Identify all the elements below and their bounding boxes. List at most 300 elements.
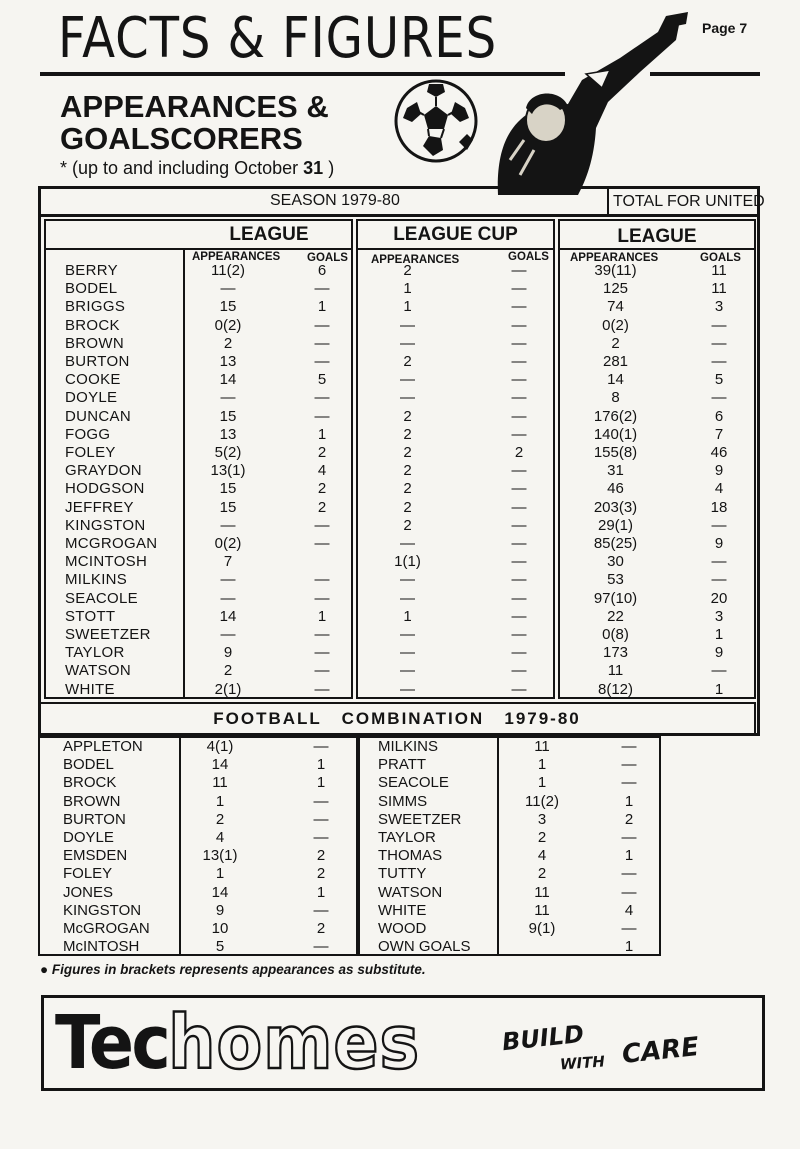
combination-row <box>0 884 800 902</box>
cell-name: COOKE <box>65 371 121 389</box>
combination-row <box>0 847 800 865</box>
cell-tot-goals: 3 <box>714 607 724 625</box>
cell-name: JEFFREY <box>65 498 134 516</box>
football-icon <box>393 78 479 164</box>
cell-cup-app: 2 <box>403 462 412 480</box>
combination-cell-name: EMSDEN <box>63 847 128 865</box>
cell-tot-app: 203(3) <box>593 498 638 516</box>
combination-title: FOOTBALL COMBINATION 1979-80 <box>213 709 581 728</box>
cell-tot-app: 85(25) <box>593 535 638 552</box>
cell-lg-app: — <box>220 626 236 643</box>
cell-name: WATSON <box>65 662 131 680</box>
combination-row <box>0 738 800 756</box>
cell-tot-goals: 20 <box>710 589 728 607</box>
combination-cell-goals: 4 <box>624 901 634 919</box>
table-row <box>0 444 800 462</box>
cell-tot-app: 281 <box>602 353 629 370</box>
table-row <box>0 262 800 280</box>
page-title: FACTS & FIGURES <box>58 6 498 71</box>
cell-tot-goals: — <box>711 662 727 680</box>
cell-tot-app: 0(2) <box>602 316 629 334</box>
cell-cup-app: — <box>400 535 415 552</box>
cell-name: WHITE <box>65 680 115 698</box>
table-row <box>0 535 800 553</box>
combination-cell-goals: 1 <box>316 774 326 792</box>
combination-cell-name: PRATT <box>378 756 427 774</box>
combination-cell-goals: — <box>621 920 637 937</box>
total-header-rule <box>558 248 756 250</box>
combination-cell-name: WOOD <box>378 920 427 937</box>
combination-cell-name: SWEETZER <box>378 810 462 828</box>
combination-cell-app: 11 <box>534 901 550 919</box>
cell-lg-goals: — <box>314 662 330 680</box>
combination-cell-app: 2 <box>537 865 547 883</box>
combination-cell-name: OWN GOALS <box>378 938 471 956</box>
cell-lg-app: 13 <box>219 353 237 370</box>
combination-cell-goals: 1 <box>316 756 326 774</box>
cell-tot-goals: 1 <box>714 680 724 698</box>
cell-tot-goals: 11 <box>711 262 727 279</box>
cell-lg-goals: — <box>314 280 330 298</box>
cell-lg-app: 14 <box>219 607 237 625</box>
combination-cell-app: 11(2) <box>525 792 559 810</box>
cell-cup-goals: — <box>511 407 527 425</box>
cell-cup-goals: — <box>511 353 527 370</box>
cell-cup-goals: — <box>511 280 527 298</box>
cup-goals-header: GOALS <box>508 251 549 263</box>
cell-tot-goals: 9 <box>714 644 724 662</box>
combination-cell-goals: — <box>313 738 329 755</box>
table-row <box>0 644 800 662</box>
combination-cell-name: WATSON <box>378 883 443 901</box>
slogan-with: WITH <box>559 1052 606 1074</box>
cell-name: BRIGGS <box>65 298 126 316</box>
cell-lg-app: 13 <box>219 425 237 443</box>
total-appearances-header: APPEARANCES <box>570 252 659 264</box>
table-row <box>0 590 800 608</box>
cell-tot-goals: 6 <box>714 407 724 425</box>
cell-tot-goals: — <box>711 353 727 370</box>
cell-lg-app: 14 <box>219 371 237 389</box>
league-appearances-header: APPEARANCES <box>192 251 281 263</box>
combination-cell-goals: — <box>621 829 637 846</box>
cell-cup-goals: 2 <box>514 444 524 461</box>
cell-name: STOTT <box>65 607 116 625</box>
total-goals-header: GOALS <box>700 252 741 264</box>
cell-name: HODGSON <box>65 480 145 498</box>
cell-lg-app: 7 <box>223 553 233 571</box>
combination-cell-name: KINGSTON <box>63 901 142 919</box>
cell-cup-app: — <box>400 371 415 389</box>
combination-cell-goals: — <box>313 792 329 810</box>
cell-tot-app: 155(8) <box>593 444 638 461</box>
cell-name: DOYLE <box>65 389 118 407</box>
title-rule <box>40 72 565 76</box>
cell-tot-goals: 1 <box>714 626 724 643</box>
combination-cell-app: 14 <box>211 756 229 774</box>
combination-cell-goals: 1 <box>316 883 326 901</box>
cell-name: MCINTOSH <box>65 553 148 571</box>
cell-lg-goals: — <box>314 626 330 643</box>
cell-tot-app: 11 <box>607 662 624 680</box>
table-row <box>0 317 800 335</box>
league-heading: LEAGUE <box>229 224 309 245</box>
cell-cup-app: 2 <box>403 516 412 534</box>
cell-tot-app: 31 <box>607 462 624 480</box>
cell-cup-app: 1(1) <box>394 553 421 571</box>
combination-cell-app: 13(1) <box>202 847 238 865</box>
cell-tot-app: 30 <box>607 553 624 571</box>
combination-cell-goals: 2 <box>624 810 634 828</box>
cell-lg-goals: — <box>314 589 330 607</box>
combination-cell-goals: 1 <box>624 847 634 865</box>
cell-name: KINGSTON <box>65 516 146 534</box>
cell-tot-goals: 9 <box>714 462 724 480</box>
table-row <box>0 480 800 498</box>
table-row <box>0 462 800 480</box>
cell-cup-app: — <box>400 589 415 607</box>
cell-cup-goals: — <box>511 644 527 662</box>
combination-cell-goals: — <box>313 901 329 919</box>
cell-tot-goals: — <box>711 571 727 589</box>
cell-tot-app: 22 <box>607 607 624 625</box>
cell-cup-app: 1 <box>403 607 412 625</box>
cell-tot-app: 53 <box>607 571 624 589</box>
cell-lg-goals: — <box>314 644 330 662</box>
cell-tot-goals: 3 <box>714 298 724 316</box>
cell-lg-goals: 4 <box>317 462 327 480</box>
combination-cell-goals: 2 <box>316 920 326 937</box>
slogan-build: BUILD <box>500 1019 586 1057</box>
total-label-divider <box>607 188 609 215</box>
table-row <box>0 608 800 626</box>
cell-cup-goals: — <box>511 662 527 680</box>
cell-lg-goals: 2 <box>317 480 327 498</box>
table-row <box>0 426 800 444</box>
combination-cell-goals: — <box>621 883 637 901</box>
table-row <box>0 298 800 316</box>
cell-lg-app: — <box>220 389 236 407</box>
combination-row <box>0 811 800 829</box>
combination-cell-name: BODEL <box>63 756 114 774</box>
cell-cup-app: — <box>400 316 415 334</box>
combination-row <box>0 756 800 774</box>
cup-appearances-header: APPEARANCES <box>371 254 460 266</box>
cell-lg-app: — <box>220 571 236 589</box>
cell-cup-app: — <box>400 389 415 407</box>
cell-lg-goals: 1 <box>317 425 327 443</box>
bullet-icon: ● <box>40 962 49 977</box>
combination-cell-app: 11 <box>534 738 550 755</box>
combination-cell-app: 14 <box>211 883 229 901</box>
combination-cell-app: 9(1) <box>528 920 556 937</box>
combination-cell-app: 11 <box>534 883 550 901</box>
cell-tot-app: 8(12) <box>597 680 634 698</box>
cell-lg-goals: — <box>314 407 330 425</box>
cell-cup-app: — <box>400 644 415 662</box>
cell-tot-app: 2 <box>611 334 620 352</box>
combination-cell-app: 4 <box>215 829 225 846</box>
cell-tot-goals: 46 <box>710 444 728 461</box>
combination-cell-goals: — <box>313 829 329 846</box>
cell-lg-goals: 2 <box>317 498 327 516</box>
logo-tec: Tec <box>55 1000 169 1086</box>
cell-name: SEACOLE <box>65 589 138 607</box>
cell-lg-app: 15 <box>219 480 237 498</box>
league-goals-header: GOALS <box>307 252 348 264</box>
cell-cup-goals: — <box>511 626 527 643</box>
combination-row <box>0 774 800 792</box>
cell-cup-goals: — <box>511 589 527 607</box>
cell-tot-goals: 18 <box>710 498 728 516</box>
cell-lg-goals: — <box>314 334 330 352</box>
cup-heading: LEAGUE CUP <box>393 224 518 245</box>
cell-tot-goals: 5 <box>714 371 724 389</box>
cell-lg-app: — <box>220 280 236 298</box>
cell-tot-app: 97(10) <box>593 589 638 607</box>
cell-name: FOLEY <box>65 444 116 461</box>
combination-cell-goals: — <box>621 756 637 774</box>
table-row <box>0 353 800 371</box>
combination-cell-name: McINTOSH <box>63 938 140 956</box>
table-row <box>0 571 800 589</box>
cell-cup-goals: — <box>511 298 527 316</box>
combination-cell-goals: — <box>621 774 637 792</box>
cell-cup-app: 2 <box>403 425 412 443</box>
table-row <box>0 389 800 407</box>
cell-cup-app: — <box>400 626 415 643</box>
cell-cup-goals: — <box>511 389 527 407</box>
combination-cell-goals: — <box>313 938 329 956</box>
cell-tot-app: 39(11) <box>594 262 637 279</box>
cell-lg-goals: 1 <box>317 298 327 316</box>
subtitle-line1: APPEARANCES & <box>60 89 329 124</box>
subtitle-line2: GOALSCORERS <box>60 121 303 156</box>
cell-cup-app: 1 <box>403 280 412 298</box>
cell-cup-app: 1 <box>403 298 412 316</box>
combination-cell-goals: 2 <box>316 847 326 865</box>
cell-lg-app: 5(2) <box>214 444 242 461</box>
cell-cup-goals: — <box>511 680 527 698</box>
combination-cell-app: 5 <box>215 938 225 956</box>
cell-tot-goals: — <box>711 389 727 407</box>
combination-cell-app: 11 <box>212 774 228 792</box>
date-note <box>60 158 334 179</box>
cell-tot-goals: — <box>711 553 727 571</box>
table-row <box>0 517 800 535</box>
slogan-care: CARE <box>620 1032 701 1070</box>
date-note-prefix: * (up to and including October <box>60 158 304 178</box>
cell-cup-goals: — <box>511 571 527 589</box>
cell-lg-goals: — <box>314 680 330 698</box>
cell-lg-app: 15 <box>219 498 237 516</box>
cell-cup-goals: — <box>511 553 527 571</box>
cell-lg-goals: — <box>314 535 330 552</box>
cell-cup-app: 2 <box>403 498 412 516</box>
table-row <box>0 280 800 298</box>
cell-lg-goals: — <box>314 353 330 370</box>
cell-lg-goals: — <box>314 516 330 534</box>
cell-tot-goals: — <box>711 316 727 334</box>
table-row <box>0 626 800 644</box>
footnote-text: Figures in brackets represents appearances as substitute. <box>51 962 426 977</box>
combination-cell-app: 4(1) <box>206 738 234 755</box>
cell-tot-goals: 4 <box>714 480 724 498</box>
combination-cell-app: 1 <box>537 756 547 774</box>
combination-cell-name: TUTTY <box>378 865 427 883</box>
cell-lg-goals: — <box>314 571 330 589</box>
cup-header-rule <box>356 248 555 250</box>
combination-cell-name: THOMAS <box>378 847 443 865</box>
cell-name: SWEETZER <box>65 626 151 643</box>
date-note-day: 31 <box>303 158 324 178</box>
table-row <box>0 553 800 571</box>
combination-cell-name: FOLEY <box>63 865 113 883</box>
table-row <box>0 499 800 517</box>
combination-cell-app: 1 <box>537 774 547 792</box>
combination-cell-app: 2 <box>215 810 225 828</box>
total-league-heading: LEAGUE <box>617 226 697 247</box>
cell-tot-app: 14 <box>607 371 624 389</box>
season-label: SEASON 1979-80 <box>270 192 400 209</box>
cell-name: BURTON <box>65 353 130 370</box>
combination-row <box>0 829 800 847</box>
cell-cup-app: 2 <box>403 407 412 425</box>
cell-cup-goals: — <box>511 316 527 334</box>
cell-cup-app: — <box>400 662 415 680</box>
cell-lg-goals: 1 <box>317 607 327 625</box>
cell-name: TAYLOR <box>65 644 125 662</box>
cell-cup-goals: — <box>511 462 527 480</box>
combination-cell-app: 1 <box>215 865 225 883</box>
cell-name: MILKINS <box>65 571 128 589</box>
cell-cup-goals: — <box>511 516 527 534</box>
combination-cell-name: WHITE <box>378 901 427 919</box>
cell-lg-goals: 2 <box>317 444 327 461</box>
cell-tot-goals: — <box>711 516 727 534</box>
table-row <box>0 408 800 426</box>
cell-lg-app: 11(2) <box>211 262 245 279</box>
cell-lg-goals: — <box>314 316 330 334</box>
cell-lg-app: 0(2) <box>214 535 242 552</box>
total-label: TOTAL FOR UNITED <box>613 193 765 210</box>
cell-cup-app: — <box>400 334 415 352</box>
footnote <box>40 962 426 977</box>
combination-cell-goals: — <box>313 810 329 828</box>
page-number: Page 7 <box>702 20 748 36</box>
cell-lg-goals: 5 <box>317 371 327 389</box>
combination-cell-name: APPLETON <box>63 738 143 755</box>
combination-cell-goals: — <box>621 738 637 755</box>
cell-cup-goals: — <box>511 425 527 443</box>
cell-tot-app: 46 <box>607 480 624 498</box>
cell-cup-app: 2 <box>403 444 412 461</box>
cell-tot-goals: — <box>711 334 727 352</box>
cell-lg-app: — <box>220 516 236 534</box>
cell-tot-goals: 7 <box>714 425 724 443</box>
cell-name: DUNCAN <box>65 407 131 425</box>
cell-tot-goals: 9 <box>714 535 724 552</box>
combination-row <box>0 865 800 883</box>
combination-row <box>0 793 800 811</box>
cell-tot-app: 74 <box>607 298 624 316</box>
combination-cell-goals: 1 <box>624 938 634 956</box>
cell-name: BROWN <box>65 334 124 352</box>
cell-cup-app: 2 <box>403 262 412 279</box>
cell-lg-app: 15 <box>219 298 237 316</box>
cell-cup-goals: — <box>511 334 527 352</box>
cell-tot-goals: 11 <box>711 280 727 298</box>
combination-cell-name: SIMMS <box>378 792 428 810</box>
cell-cup-app: — <box>400 680 415 698</box>
cell-cup-goals: — <box>511 480 527 498</box>
cell-tot-app: 8 <box>611 389 620 407</box>
combination-cell-goals: 2 <box>316 865 326 883</box>
combination-cell-name: McGROGAN <box>63 920 150 937</box>
cell-tot-app: 140(1) <box>593 425 638 443</box>
table-row <box>0 371 800 389</box>
cell-tot-app: 125 <box>602 280 629 298</box>
league-header-rule <box>44 248 353 250</box>
cell-name: GRAYDON <box>65 462 142 480</box>
cell-lg-app: 0(2) <box>214 316 242 334</box>
cell-cup-goals: — <box>511 262 527 279</box>
combination-cell-name: JONES <box>63 883 114 901</box>
logo-homes: homes <box>168 1000 421 1086</box>
techomes-logo <box>55 1000 420 1086</box>
cell-lg-app: 2 <box>223 334 233 352</box>
cell-name: FOGG <box>65 425 111 443</box>
cell-cup-goals: — <box>511 535 527 552</box>
cell-cup-goals: — <box>511 498 527 516</box>
combination-cell-name: DOYLE <box>63 829 114 846</box>
cell-lg-app: 13(1) <box>210 462 246 480</box>
combination-cell-app: 3 <box>537 810 547 828</box>
combination-cell-app: 2 <box>537 829 547 846</box>
combination-cell-name: SEACOLE <box>378 774 449 792</box>
cell-tot-app: 29(1) <box>597 516 634 534</box>
cell-lg-app: 9 <box>223 644 233 662</box>
combination-cell-goals: — <box>621 865 637 883</box>
cell-tot-app: 176(2) <box>593 407 638 425</box>
cell-name: BODEL <box>65 280 118 298</box>
combination-cell-app: 10 <box>211 920 229 937</box>
season-header-rule <box>38 214 760 217</box>
combination-row <box>0 920 800 938</box>
cell-lg-app: 2(1) <box>214 680 242 698</box>
combination-row <box>0 938 800 956</box>
date-note-suffix: ) <box>323 158 335 178</box>
combination-cell-name: BROWN <box>63 792 121 810</box>
table-row <box>0 335 800 353</box>
combination-cell-name: BURTON <box>63 810 126 828</box>
combination-cell-app: 4 <box>537 847 547 865</box>
combination-row <box>0 902 800 920</box>
cell-cup-goals: — <box>511 371 527 389</box>
combination-cell-app: 9 <box>215 901 225 919</box>
cell-cup-app: 2 <box>403 353 412 370</box>
cell-name: BROCK <box>65 316 120 334</box>
combination-cell-name: BROCK <box>63 774 117 792</box>
cell-lg-goals: 6 <box>317 262 327 279</box>
cell-lg-goals: — <box>314 389 330 407</box>
cell-cup-goals: — <box>511 607 527 625</box>
cell-name: MCGROGAN <box>65 535 158 552</box>
cell-lg-app: 15 <box>219 407 237 425</box>
cell-tot-app: 173 <box>602 644 629 662</box>
player-illustration <box>490 10 690 200</box>
cell-cup-app: 2 <box>403 480 412 498</box>
